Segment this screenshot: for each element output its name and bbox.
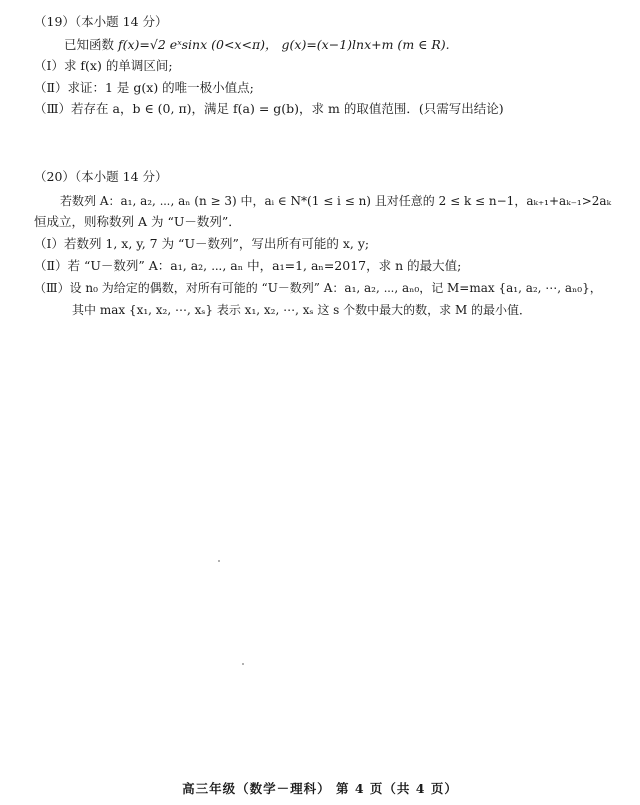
- scan-speck: [242, 663, 244, 665]
- q20-part2: （Ⅱ）若 “U－数列” A：a₁, a₂, ⋯, aₙ 中，a₁=1, aₙ=2017，求 n 的最大值;: [34, 258, 462, 273]
- page-footer: 高三年级（数学－理科） 第 4 页（共 4 页）: [182, 781, 458, 796]
- q20-part3-line2: 其中 max {x₁, x₂, ⋯, xₛ} 表示 x₁, x₂, ⋯, xₛ 这 s 个数中最大的数，求 M 的最小值．: [72, 303, 532, 317]
- q19-header: （19）（本小题 14 分）: [34, 14, 168, 29]
- q20-stem-line1: 若数列 A：a₁, a₂, ⋯, aₙ (n ≥ 3) 中，aᵢ ∈ N*(1 ≤ i ≤ n) 且对任意的 2 ≤ k ≤ n−1，aₖ₊₁+aₖ₋₁>2aₖ: [60, 194, 611, 208]
- q20-part3-line1: （Ⅲ）设 n₀ 为给定的偶数，对所有可能的 “U－数列” A：a₁, a₂, ⋯, aₙ₀，记 M=max {a₁, a₂, ⋯, aₙ₀}，: [34, 281, 602, 295]
- q20-stem-line2: 恒成立，则称数列 A 为 “U－数列”．: [34, 214, 241, 229]
- q19-f-definition: f(x)=√2 eˣsinx (0<x<π)，: [118, 37, 278, 52]
- scan-speck: [218, 560, 220, 562]
- q19-part2: （Ⅱ）求证：1 是 g(x) 的唯一极小值点;: [34, 80, 254, 95]
- q20-part1: （Ⅰ）若数列 1, x, y, 7 为 “U－数列”，写出所有可能的 x, y;: [34, 236, 370, 251]
- q19-part3: （Ⅲ）若存在 a，b ∈ (0, π)，满足 f(a) = g(b)，求 m 的取值范围．(只需写出结论): [34, 101, 504, 116]
- q19-stem-prefix: 已知函数: [64, 37, 115, 52]
- q19-part1: （Ⅰ）求 f(x) 的单调区间;: [34, 58, 173, 73]
- q19-stem: [64, 37, 450, 53]
- q20-header: （20）（本小题 14 分）: [34, 169, 168, 184]
- q19-g-definition: g(x)=(x−1)lnx+m (m ∈ R).: [281, 37, 450, 52]
